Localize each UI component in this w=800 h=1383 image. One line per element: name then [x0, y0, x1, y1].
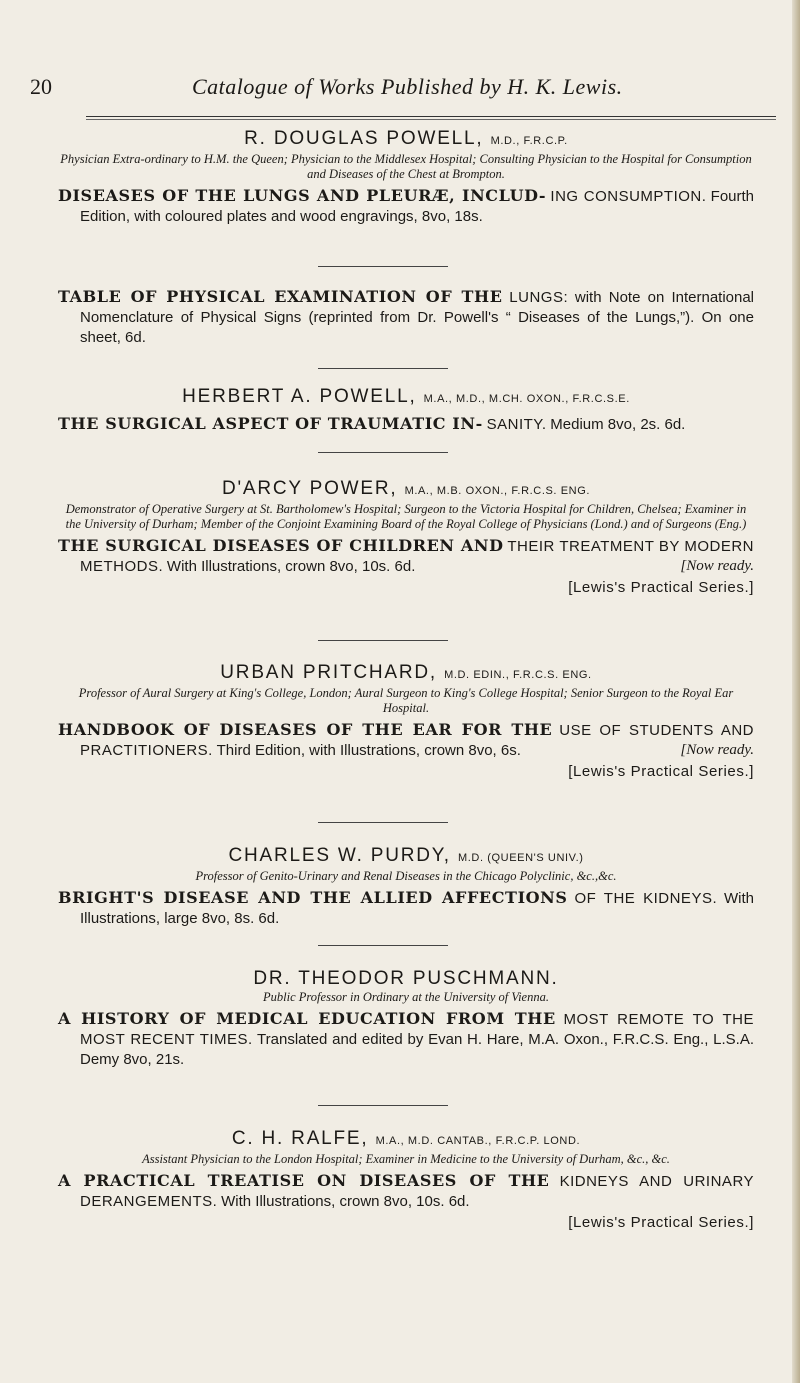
author-affiliation: Professor of Aural Surgery at King's College, London; Aural Surgeon to King's College Hospital; Senior Surgeon to the Royal Ear Hospital. — [78, 686, 734, 715]
series-note: [Lewis's Practical Series.] — [568, 579, 754, 596]
catalogue-entry — [58, 287, 754, 348]
series-note: [Lewis's Practical Series.] — [568, 763, 754, 780]
availability-note: [Now ready. — [680, 742, 754, 758]
work-details: With Illustrations, crown 8vo, 10s. 6d. — [221, 1193, 470, 1210]
work-title: THE SURGICAL ASPECT OF TRAUMATIC IN- — [58, 414, 483, 433]
page-edge — [792, 0, 800, 1383]
work-subtitle: ING CONSUMPTION. — [550, 188, 707, 205]
author-affiliation: Public Professor in Ordinary at the University of Vienna. — [263, 990, 549, 1004]
divider — [318, 368, 448, 369]
work-title: THE SURGICAL DISEASES OF CHILDREN AND — [58, 536, 504, 555]
divider — [318, 640, 448, 641]
author-qualifications: M.A., M.D., M.CH. OXON., F.R.C.S.E. — [423, 393, 630, 405]
work-details: Fourth Edition, with coloured plates and wood engravings, 8vo, 18s. — [80, 188, 755, 225]
catalogue-entry — [58, 386, 754, 435]
author-qualifications: M.A., M.B. OXON., F.R.C.S. ENG. — [404, 485, 591, 497]
work-title: DISEASES OF THE LUNGS AND PLEURÆ, INCLUD- — [58, 186, 547, 205]
work-description — [58, 1009, 754, 1070]
catalogue-entry — [58, 128, 754, 227]
work-title: BRIGHT'S DISEASE AND THE ALLIED AFFECTIONS — [58, 888, 568, 907]
work-title: TABLE OF PHYSICAL EXAMINATION OF THE — [58, 287, 503, 306]
author-qualifications: M.A., M.D. CANTAB., F.R.C.P. LOND. — [375, 1135, 581, 1147]
catalogue-entry — [58, 478, 754, 596]
divider — [318, 1105, 448, 1106]
work-details: with Note on International Nomenclature of Physical Signs (reprinted from Dr. Powell's “ Diseases of the Lungs,”). On one sheet, 6d. — [80, 289, 755, 346]
author-affiliation: Physician Extra-ordinary to H.M. the Queen; Physician to the Middlesex Hospital; Consulting Physician to the Hospital for Consumption and Diseases of the Chest at Brompton. — [60, 152, 752, 181]
author-name: C. H. RALFE, M.A., M.D. CANTAB., F.R.C.P. LOND. — [231, 1128, 581, 1149]
work-details: Translated and edited by Evan H. Hare, M.A. Oxon., F.R.C.S. Eng., L.S.A. Demy 8vo, 21s. — [80, 1031, 754, 1068]
author-name: R. DOUGLAS POWELL, M.D., F.R.C.P. — [244, 128, 568, 149]
author-qualifications: M.D., F.R.C.P. — [490, 135, 568, 147]
work-title: A PRACTICAL TREATISE ON DISEASES OF THE — [58, 1171, 550, 1190]
author-name: DR. THEODOR PUSCHMANN. — [253, 968, 559, 989]
divider — [318, 945, 448, 946]
work-title: A HISTORY OF MEDICAL EDUCATION FROM THE — [58, 1009, 556, 1028]
catalogue-entry — [58, 662, 754, 780]
work-description — [58, 287, 754, 348]
work-details: With Illustrations, crown 8vo, 10s. 6d. — [166, 558, 416, 575]
work-description — [58, 414, 754, 435]
author-affiliation: Demonstrator of Operative Surgery at St. Bartholomew's Hospital; Surgeon to the Victoria Hospital for Children, Chelsea; Examiner in the University of Durham; Member of the Conjoint Examining Board of the Royal College of Physicians (Lond.) and of Surgeons (Eng.) — [65, 502, 747, 531]
work-subtitle: OF THE KIDNEYS. — [574, 890, 718, 907]
work-subtitle: SANITY. — [486, 416, 547, 433]
work-subtitle: THEIR TREATMENT BY MODERN METHODS. — [80, 538, 754, 575]
availability-note: [Now ready. — [680, 558, 754, 574]
page-header — [30, 74, 770, 108]
work-title: HANDBOOK OF DISEASES OF THE EAR FOR THE — [58, 720, 553, 739]
work-description — [58, 186, 754, 227]
work-description — [58, 720, 754, 761]
author-affiliation: Professor of Genito-Urinary and Renal Diseases in the Chicago Polyclinic, &c.,&c. — [195, 869, 617, 883]
series-note: [Lewis's Practical Series.] — [568, 1214, 754, 1231]
header-rule-secondary — [86, 119, 776, 120]
author-name: D'ARCY POWER, M.A., M.B. OXON., F.R.C.S. ENG. — [221, 478, 591, 499]
work-subtitle: LUNGS: — [509, 289, 569, 306]
header-rule — [86, 116, 776, 117]
work-description — [58, 536, 754, 577]
author-name: HERBERT A. POWELL, M.A., M.D., M.CH. OXON., F.R.C.S.E. — [182, 386, 630, 407]
author-affiliation: Assistant Physician to the London Hospital; Examiner in Medicine to the University of Durham, &c., &c. — [142, 1152, 670, 1166]
author-qualifications: M.D. (QUEEN'S UNIV.) — [457, 852, 584, 864]
catalogue-entry — [58, 845, 754, 929]
catalogue-entry — [58, 968, 754, 1070]
work-description — [58, 888, 754, 929]
work-details: With Illustrations, large 8vo, 8s. 6d. — [80, 890, 754, 927]
divider — [318, 266, 448, 267]
work-subtitle: MOST REMOTE TO THE MOST RECENT TIMES. — [80, 1011, 755, 1048]
author-qualifications: M.D. EDIN., F.R.C.S. ENG. — [444, 669, 592, 681]
author-name: CHARLES W. PURDY, M.D. (QUEEN'S UNIV.) — [228, 845, 584, 866]
divider — [318, 822, 448, 823]
running-title: Catalogue of Works Published by H. K. Lewis. — [192, 74, 623, 99]
work-subtitle: KIDNEYS AND URINARY DERANGEMENTS. — [80, 1173, 755, 1210]
work-details: Medium 8vo, 2s. 6d. — [550, 416, 686, 433]
work-details: Third Edition, with Illustrations, crown 8vo, 6s. — [216, 742, 521, 759]
divider — [318, 452, 448, 453]
page-number: 20 — [30, 74, 52, 99]
work-subtitle: USE OF STUDENTS AND PRACTITIONERS. — [80, 722, 754, 759]
author-name: URBAN PRITCHARD, M.D. EDIN., F.R.C.S. ENG. — [220, 662, 592, 683]
catalogue-entry — [58, 1128, 754, 1231]
work-description — [58, 1171, 754, 1212]
